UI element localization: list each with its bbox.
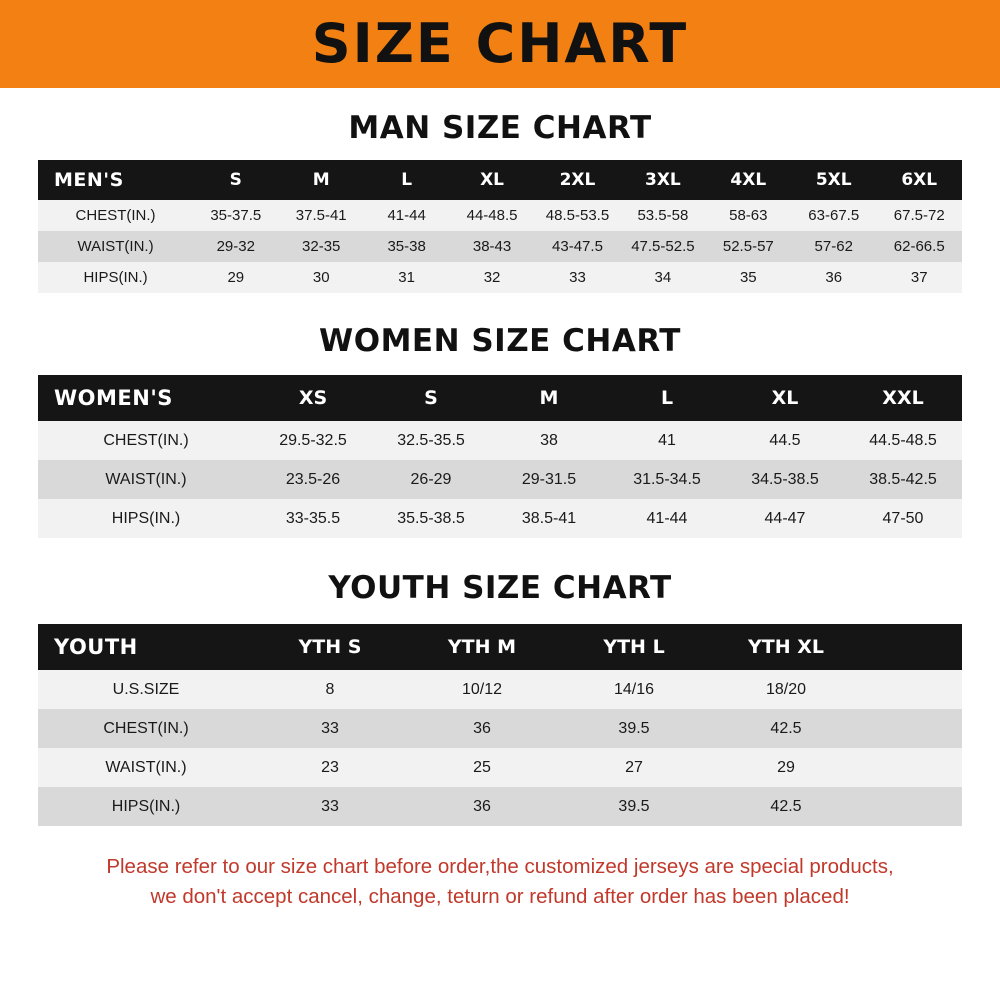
cell: 41-44 [608, 499, 726, 538]
corner-label: YOUTH [38, 624, 254, 670]
footer-note [22, 852, 978, 911]
cell: 27 [558, 748, 710, 787]
cell: 32.5-35.5 [372, 421, 490, 460]
cell: 33 [254, 787, 406, 826]
page-banner [0, 0, 1000, 88]
section-title-women: WOMEN SIZE CHART [319, 323, 681, 359]
row-label: WAIST(IN.) [38, 231, 193, 262]
cell: 38 [490, 421, 608, 460]
cell: 34 [620, 262, 705, 293]
footer-note-line-2: we don't accept cancel, change, teturn or refund after order has been placed! [150, 884, 850, 908]
table-header-row [38, 375, 962, 421]
corner-label: MEN'S [38, 160, 193, 200]
column-header: XL [449, 160, 534, 200]
cell: 14/16 [558, 670, 710, 709]
column-header: S [193, 160, 278, 200]
cell: 29-32 [193, 231, 278, 262]
cell-spacer [862, 787, 962, 826]
table-row [38, 262, 962, 293]
column-header: XXL [844, 375, 962, 421]
cell: 8 [254, 670, 406, 709]
cell-spacer [862, 709, 962, 748]
cell: 44-48.5 [449, 200, 534, 231]
cell: 30 [279, 262, 364, 293]
cell: 47-50 [844, 499, 962, 538]
cell: 23 [254, 748, 406, 787]
cell: 39.5 [558, 787, 710, 826]
cell: 37.5-41 [279, 200, 364, 231]
table-row [38, 748, 962, 787]
column-header: 3XL [620, 160, 705, 200]
column-header: L [608, 375, 726, 421]
column-header: M [279, 160, 364, 200]
section-title-youth: YOUTH SIZE CHART [328, 570, 672, 606]
cell: 36 [406, 787, 558, 826]
row-label: HIPS(IN.) [38, 787, 254, 826]
row-label: CHEST(IN.) [38, 421, 254, 460]
man-size-table [38, 160, 962, 293]
table-row [38, 499, 962, 538]
column-header: 2XL [535, 160, 620, 200]
cell: 44-47 [726, 499, 844, 538]
cell: 36 [406, 709, 558, 748]
column-header: 4XL [706, 160, 791, 200]
cell: 31 [364, 262, 449, 293]
cell: 35-37.5 [193, 200, 278, 231]
table-row [38, 231, 962, 262]
cell: 43-47.5 [535, 231, 620, 262]
cell: 37 [876, 262, 962, 293]
cell: 47.5-52.5 [620, 231, 705, 262]
cell: 38.5-41 [490, 499, 608, 538]
cell: 10/12 [406, 670, 558, 709]
cell-spacer [862, 670, 962, 709]
column-header: 6XL [876, 160, 962, 200]
column-header: XS [254, 375, 372, 421]
women-size-table [38, 375, 962, 538]
column-header: YTH M [406, 624, 558, 670]
cell-spacer [862, 748, 962, 787]
corner-label: WOMEN'S [38, 375, 254, 421]
cell: 29.5-32.5 [254, 421, 372, 460]
section-title-man: MAN SIZE CHART [348, 110, 652, 146]
cell: 57-62 [791, 231, 876, 262]
cell: 41-44 [364, 200, 449, 231]
table-row [38, 709, 962, 748]
cell: 33 [535, 262, 620, 293]
cell: 35-38 [364, 231, 449, 262]
table-row [38, 421, 962, 460]
row-label: HIPS(IN.) [38, 499, 254, 538]
table-header-row [38, 160, 962, 200]
cell: 32 [449, 262, 534, 293]
footer-note-line-1: Please refer to our size chart before order,the customized jerseys are special products, [106, 855, 894, 878]
column-header-spacer [862, 624, 962, 670]
cell: 32-35 [279, 231, 364, 262]
cell: 42.5 [710, 787, 862, 826]
cell: 67.5-72 [876, 200, 962, 231]
column-header: S [372, 375, 490, 421]
table-row [38, 787, 962, 826]
row-label: WAIST(IN.) [38, 460, 254, 499]
table-row [38, 200, 962, 231]
cell: 31.5-34.5 [608, 460, 726, 499]
cell: 39.5 [558, 709, 710, 748]
cell: 23.5-26 [254, 460, 372, 499]
cell: 63-67.5 [791, 200, 876, 231]
youth-size-table [38, 624, 962, 826]
cell: 44.5-48.5 [844, 421, 962, 460]
column-header: M [490, 375, 608, 421]
cell: 29-31.5 [490, 460, 608, 499]
cell: 58-63 [706, 200, 791, 231]
cell: 48.5-53.5 [535, 200, 620, 231]
row-label: CHEST(IN.) [38, 200, 193, 231]
cell: 38-43 [449, 231, 534, 262]
table-row [38, 460, 962, 499]
cell: 41 [608, 421, 726, 460]
column-header: L [364, 160, 449, 200]
column-header: XL [726, 375, 844, 421]
youth-table-wrap [38, 624, 962, 826]
cell: 35 [706, 262, 791, 293]
table-header-row [38, 624, 962, 670]
cell: 33-35.5 [254, 499, 372, 538]
table-row [38, 670, 962, 709]
cell: 29 [193, 262, 278, 293]
cell: 36 [791, 262, 876, 293]
cell: 33 [254, 709, 406, 748]
column-header: YTH S [254, 624, 406, 670]
row-label: WAIST(IN.) [38, 748, 254, 787]
cell: 52.5-57 [706, 231, 791, 262]
column-header: YTH L [558, 624, 710, 670]
cell: 29 [710, 748, 862, 787]
cell: 42.5 [710, 709, 862, 748]
cell: 44.5 [726, 421, 844, 460]
cell: 18/20 [710, 670, 862, 709]
women-table-wrap [38, 375, 962, 538]
cell: 53.5-58 [620, 200, 705, 231]
cell: 25 [406, 748, 558, 787]
cell: 34.5-38.5 [726, 460, 844, 499]
cell: 62-66.5 [876, 231, 962, 262]
cell: 38.5-42.5 [844, 460, 962, 499]
row-label: HIPS(IN.) [38, 262, 193, 293]
column-header: YTH XL [710, 624, 862, 670]
cell: 26-29 [372, 460, 490, 499]
row-label: CHEST(IN.) [38, 709, 254, 748]
column-header: 5XL [791, 160, 876, 200]
man-table-wrap [38, 160, 962, 293]
page-title: SIZE CHART [311, 12, 689, 75]
row-label: U.S.SIZE [38, 670, 254, 709]
cell: 35.5-38.5 [372, 499, 490, 538]
